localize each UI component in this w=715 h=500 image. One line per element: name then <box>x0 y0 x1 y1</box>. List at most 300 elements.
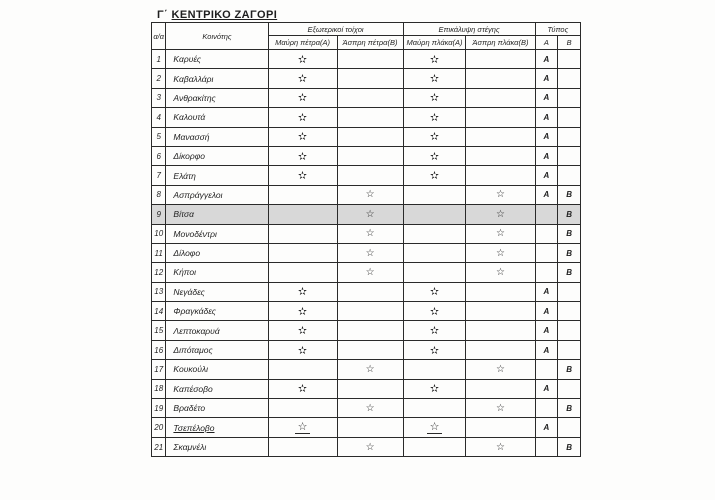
type-a-mark-text: Α <box>543 54 550 64</box>
roof-a-mark <box>403 399 466 418</box>
roof-a-mark <box>403 127 466 146</box>
row-number <box>152 108 166 127</box>
type-a-mark <box>535 205 558 224</box>
type-b-mark <box>558 321 581 340</box>
roof-b-mark-text: ☆ <box>496 441 505 453</box>
row-number-text: 11 <box>154 248 163 258</box>
roof-b-mark <box>466 108 535 127</box>
title-main: ΚΕΝΤΡΙΚΟ ΖΑΓΟΡΙ <box>171 9 278 21</box>
row-number-text: 7 <box>156 171 161 181</box>
row-number <box>152 243 166 262</box>
roof-a-mark <box>403 50 466 69</box>
walls-a-mark-text: ✫ <box>297 92 308 105</box>
village-name <box>166 282 268 301</box>
header-roof: Επικάλυψη στέγης <box>403 23 535 36</box>
row-number <box>152 399 166 418</box>
roof-b-mark <box>466 205 535 224</box>
type-a-mark <box>535 437 558 456</box>
row-number-text: 8 <box>156 190 161 200</box>
table-row <box>152 205 581 224</box>
table-row <box>152 437 581 456</box>
row-number-text: 1 <box>156 54 161 64</box>
type-a-mark-text: Α <box>543 384 550 394</box>
walls-a-mark <box>268 108 337 127</box>
roof-b-mark <box>466 224 535 243</box>
village-name-text: Κουκούλι <box>173 364 209 375</box>
roof-a-mark-text: ✫ <box>429 286 440 299</box>
village-name-text: Δίκορφο <box>173 151 206 162</box>
village-name-text: Ελάτη <box>173 170 196 181</box>
roof-a-mark <box>403 185 466 204</box>
roof-a-mark <box>403 321 466 340</box>
row-number <box>152 263 166 282</box>
row-number-text: 5 <box>156 132 161 142</box>
walls-a-mark-text: ☆ <box>295 422 311 434</box>
type-a-mark <box>535 108 558 127</box>
table-row <box>152 360 581 379</box>
village-name-text: Δίλοφο <box>173 248 201 259</box>
roof-b-mark-text: ☆ <box>496 208 505 220</box>
village-name-text: Καρυές <box>173 54 202 65</box>
type-a-mark <box>535 399 558 418</box>
table-row <box>152 69 581 88</box>
village-name <box>166 224 268 243</box>
row-number-text: 4 <box>156 112 161 122</box>
walls-a-mark-text: ✫ <box>297 150 308 163</box>
type-a-mark <box>535 418 558 437</box>
walls-b-mark <box>337 146 403 165</box>
walls-a-mark <box>268 205 337 224</box>
roof-b-mark-text: ☆ <box>496 189 505 201</box>
header-type-b: Β <box>558 36 581 50</box>
walls-b-mark-text: ☆ <box>365 363 375 375</box>
walls-b-mark <box>337 437 403 456</box>
type-a-mark <box>535 302 558 321</box>
row-number-text: 14 <box>154 306 164 316</box>
type-b-mark-text: Β <box>566 267 572 277</box>
type-b-mark-text: Β <box>566 403 572 413</box>
row-number-text: 9 <box>156 209 161 219</box>
walls-b-mark-text: ☆ <box>365 228 375 240</box>
walls-b-mark-text: ☆ <box>365 208 375 220</box>
row-number <box>152 379 166 398</box>
walls-a-mark-text: ✫ <box>297 305 308 318</box>
village-name <box>166 302 268 321</box>
row-number <box>152 127 166 146</box>
row-number <box>152 88 166 107</box>
village-name <box>166 243 268 262</box>
roof-b-mark <box>466 399 535 418</box>
walls-b-mark <box>337 243 403 262</box>
roof-a-mark-text: ✫ <box>429 170 440 183</box>
type-b-mark <box>558 282 581 301</box>
type-a-mark-text: Α <box>543 93 550 103</box>
type-a-mark <box>535 321 558 340</box>
walls-b-mark <box>337 418 403 437</box>
type-b-mark <box>558 69 581 88</box>
roof-b-mark-text: ☆ <box>496 402 505 414</box>
roof-a-mark <box>403 437 466 456</box>
walls-b-mark <box>337 263 403 282</box>
walls-a-mark <box>268 321 337 340</box>
village-name-text: Φραγκάδες <box>173 306 216 317</box>
type-a-mark-text: Α <box>543 423 550 433</box>
roof-a-mark <box>403 224 466 243</box>
table-row <box>152 146 581 165</box>
walls-b-mark-text: ☆ <box>365 402 375 414</box>
row-number <box>152 69 166 88</box>
row-number-text: 20 <box>154 423 164 433</box>
walls-a-mark-text: ✫ <box>297 383 308 396</box>
walls-b-mark-text: ☆ <box>365 266 375 278</box>
village-name <box>166 379 268 398</box>
walls-b-mark <box>337 127 403 146</box>
walls-b-mark <box>337 108 403 127</box>
row-number <box>152 185 166 204</box>
type-a-mark-text: Α <box>543 74 550 84</box>
roof-a-mark <box>403 243 466 262</box>
header-type: Τύπος <box>535 23 580 36</box>
type-b-mark <box>558 418 581 437</box>
walls-a-mark <box>268 302 337 321</box>
village-name <box>166 360 268 379</box>
row-number-text: 19 <box>154 403 164 413</box>
row-number-text: 16 <box>154 345 164 355</box>
table-row <box>152 88 581 107</box>
walls-b-mark <box>337 399 403 418</box>
village-name <box>166 185 268 204</box>
roof-a-mark <box>403 302 466 321</box>
village-name-text: Βραδέτο <box>173 403 206 414</box>
walls-b-mark <box>337 282 403 301</box>
walls-b-mark <box>337 205 403 224</box>
roof-a-mark-text: ✫ <box>429 344 440 357</box>
village-name <box>166 263 268 282</box>
type-b-mark <box>558 399 581 418</box>
roof-b-mark <box>466 379 535 398</box>
roof-b-mark-text: ☆ <box>496 266 505 278</box>
table-row <box>152 243 581 262</box>
table-row <box>152 302 581 321</box>
table-row <box>152 379 581 398</box>
roof-b-mark-text: ☆ <box>496 228 505 240</box>
row-number-text: 13 <box>154 287 164 297</box>
walls-b-mark <box>337 88 403 107</box>
table-row <box>152 282 581 301</box>
type-a-mark-text: Α <box>543 112 550 122</box>
row-number-text: 6 <box>156 151 161 161</box>
village-name <box>166 50 268 69</box>
village-name-text: Νεγάδες <box>173 286 205 297</box>
type-a-mark-text: Α <box>543 326 550 336</box>
table-row <box>152 127 581 146</box>
title-prefix: Γ΄ <box>157 9 169 21</box>
header-num: α/α <box>152 23 166 50</box>
roof-b-mark <box>466 69 535 88</box>
walls-a-mark <box>268 399 337 418</box>
roof-a-mark <box>403 340 466 359</box>
type-a-mark <box>535 243 558 262</box>
village-name-text: Σκαμνέλι <box>173 442 207 452</box>
row-number <box>152 360 166 379</box>
type-a-mark <box>535 69 558 88</box>
row-number-text: 12 <box>154 267 164 277</box>
row-number <box>152 418 166 437</box>
village-name-text: Βίτσα <box>173 209 195 220</box>
village-name <box>166 88 268 107</box>
type-b-mark <box>558 50 581 69</box>
walls-a-mark <box>268 418 337 437</box>
row-number <box>152 50 166 69</box>
row-number-text: 18 <box>154 384 164 394</box>
table-row <box>152 166 581 185</box>
walls-b-mark <box>337 302 403 321</box>
type-b-mark-text: Β <box>566 229 572 239</box>
roof-a-mark <box>403 360 466 379</box>
row-number <box>152 224 166 243</box>
roof-b-mark <box>466 146 535 165</box>
roof-b-mark <box>466 302 535 321</box>
walls-a-mark-text: ✫ <box>297 325 308 338</box>
walls-a-mark <box>268 50 337 69</box>
type-a-mark-text: Α <box>543 345 550 355</box>
roof-b-mark <box>466 185 535 204</box>
roof-a-mark <box>403 379 466 398</box>
village-name-text: Μονοδέντρι <box>173 228 217 239</box>
type-b-mark <box>558 185 581 204</box>
walls-a-mark <box>268 224 337 243</box>
village-name <box>166 69 268 88</box>
table-row <box>152 263 581 282</box>
header-roof-b: Άσπρη πλάκα(Β) <box>466 36 535 50</box>
header-walls-b: Άσπρη πέτρα(Β) <box>337 36 403 50</box>
walls-a-mark-text: ✫ <box>297 111 308 124</box>
village-name-text: Λεπτοκαρυά <box>173 325 220 336</box>
village-name <box>166 321 268 340</box>
village-name-text: Τσεπέλοβο <box>173 422 215 433</box>
type-a-mark-text: Α <box>543 306 550 316</box>
row-number <box>152 282 166 301</box>
row-number <box>152 205 166 224</box>
walls-a-mark-text: ✫ <box>297 170 308 183</box>
village-name <box>166 127 268 146</box>
roof-a-mark-text: ☆ <box>427 422 443 434</box>
walls-a-mark <box>268 185 337 204</box>
roof-a-mark <box>403 88 466 107</box>
type-b-mark <box>558 340 581 359</box>
type-a-mark <box>535 379 558 398</box>
type-b-mark <box>558 302 581 321</box>
walls-a-mark <box>268 340 337 359</box>
walls-b-mark-text: ☆ <box>365 189 375 201</box>
roof-a-mark <box>403 108 466 127</box>
type-a-mark <box>535 340 558 359</box>
village-name-text: Μανασσή <box>173 131 210 142</box>
roof-a-mark-text: ✫ <box>429 92 440 105</box>
walls-a-mark-text: ✫ <box>297 286 308 299</box>
village-name <box>166 418 268 437</box>
type-b-mark <box>558 224 581 243</box>
roof-a-mark-text: ✫ <box>429 131 440 144</box>
table-row <box>152 399 581 418</box>
walls-a-mark <box>268 282 337 301</box>
roof-b-mark <box>466 360 535 379</box>
row-number-text: 2 <box>156 74 161 84</box>
type-b-mark-text: Β <box>566 190 572 200</box>
row-number-text: 10 <box>154 229 164 239</box>
walls-b-mark-text: ☆ <box>365 247 375 259</box>
roof-b-mark <box>466 263 535 282</box>
type-a-mark-text: Α <box>543 151 550 161</box>
type-b-mark <box>558 88 581 107</box>
walls-a-mark-text: ✫ <box>297 73 308 86</box>
walls-b-mark-text: ☆ <box>365 441 375 453</box>
roof-b-mark <box>466 88 535 107</box>
type-b-mark <box>558 437 581 456</box>
table-row <box>152 50 581 69</box>
header-village: Κοινότης <box>166 23 268 50</box>
walls-b-mark <box>337 69 403 88</box>
type-a-mark-text: Α <box>543 287 550 297</box>
row-number <box>152 437 166 456</box>
table-row <box>152 224 581 243</box>
village-name-text: Καλουτά <box>173 112 206 123</box>
page-title <box>157 9 277 21</box>
village-name-text: Ανθρακίτης <box>173 92 216 103</box>
roof-a-mark-text: ✫ <box>429 73 440 86</box>
roof-b-mark <box>466 127 535 146</box>
roof-b-mark <box>466 437 535 456</box>
roof-b-mark <box>466 282 535 301</box>
type-b-mark <box>558 146 581 165</box>
row-number-text: 3 <box>156 93 161 103</box>
table-row <box>152 108 581 127</box>
type-a-mark <box>535 263 558 282</box>
type-a-mark-text: Α <box>543 171 550 181</box>
roof-b-mark <box>466 321 535 340</box>
type-b-mark-text: Β <box>566 442 572 452</box>
type-a-mark-text: Α <box>543 190 550 200</box>
type-b-mark <box>558 243 581 262</box>
row-number-text: 21 <box>154 442 164 452</box>
roof-a-mark <box>403 263 466 282</box>
village-name-text: Καβαλλάρι <box>173 73 214 84</box>
type-a-mark <box>535 282 558 301</box>
roof-a-mark <box>403 166 466 185</box>
header-type-a: Α <box>535 36 558 50</box>
walls-a-mark <box>268 379 337 398</box>
roof-a-mark-text: ✫ <box>429 111 440 124</box>
village-name <box>166 166 268 185</box>
type-b-mark <box>558 108 581 127</box>
roof-b-mark <box>466 418 535 437</box>
roof-b-mark-text: ☆ <box>496 363 505 375</box>
type-b-mark <box>558 379 581 398</box>
roof-b-mark <box>466 166 535 185</box>
walls-a-mark <box>268 146 337 165</box>
walls-a-mark-text: ✫ <box>297 344 308 357</box>
type-a-mark <box>535 224 558 243</box>
walls-b-mark <box>337 360 403 379</box>
walls-a-mark <box>268 263 337 282</box>
roof-b-mark <box>466 340 535 359</box>
row-number <box>152 302 166 321</box>
walls-a-mark <box>268 127 337 146</box>
walls-b-mark <box>337 185 403 204</box>
table-row <box>152 321 581 340</box>
roof-a-mark <box>403 205 466 224</box>
village-name-text: Κήποι <box>173 267 196 278</box>
roof-a-mark-text: ✫ <box>429 53 440 66</box>
header-walls: Εξωτερικοί τοίχοι <box>268 23 403 36</box>
type-b-mark <box>558 127 581 146</box>
type-b-mark-text: Β <box>566 248 572 258</box>
table-body <box>152 50 581 457</box>
roof-a-mark-text: ✫ <box>429 325 440 338</box>
row-number <box>152 321 166 340</box>
walls-b-mark <box>337 166 403 185</box>
walls-b-mark <box>337 321 403 340</box>
row-number <box>152 166 166 185</box>
row-number-text: 17 <box>154 364 164 374</box>
village-name <box>166 146 268 165</box>
villages-table <box>151 22 581 457</box>
row-number-text: 15 <box>154 326 164 336</box>
header-roof-a: Μαύρη πλάκα(Α) <box>403 36 466 50</box>
village-name <box>166 108 268 127</box>
walls-a-mark <box>268 69 337 88</box>
type-a-mark <box>535 360 558 379</box>
type-b-mark <box>558 263 581 282</box>
roof-b-mark-text: ☆ <box>496 247 505 259</box>
roof-a-mark-text: ✫ <box>429 150 440 163</box>
table-row <box>152 185 581 204</box>
roof-a-mark <box>403 69 466 88</box>
row-number <box>152 340 166 359</box>
type-b-mark-text: Β <box>566 209 572 219</box>
type-b-mark <box>558 205 581 224</box>
roof-b-mark <box>466 243 535 262</box>
type-a-mark <box>535 88 558 107</box>
type-a-mark <box>535 127 558 146</box>
type-a-mark <box>535 146 558 165</box>
type-b-mark <box>558 166 581 185</box>
walls-b-mark <box>337 224 403 243</box>
village-name <box>166 205 268 224</box>
village-name <box>166 437 268 456</box>
roof-a-mark-text: ✫ <box>429 383 440 396</box>
walls-b-mark <box>337 340 403 359</box>
type-b-mark <box>558 360 581 379</box>
village-name <box>166 399 268 418</box>
type-a-mark-text: Α <box>543 132 550 142</box>
type-a-mark <box>535 50 558 69</box>
table-row <box>152 340 581 359</box>
table-row <box>152 418 581 437</box>
walls-a-mark-text: ✫ <box>297 131 308 144</box>
village-name-text: Διπόταμος <box>173 345 213 356</box>
roof-a-mark-text: ✫ <box>429 305 440 318</box>
walls-a-mark <box>268 88 337 107</box>
walls-a-mark <box>268 437 337 456</box>
header-walls-a: Μαύρη πέτρα(Α) <box>268 36 337 50</box>
walls-b-mark <box>337 379 403 398</box>
walls-a-mark <box>268 166 337 185</box>
type-a-mark <box>535 166 558 185</box>
roof-a-mark <box>403 282 466 301</box>
village-name-text: Ασπράγγελοι <box>173 189 223 200</box>
roof-b-mark <box>466 50 535 69</box>
